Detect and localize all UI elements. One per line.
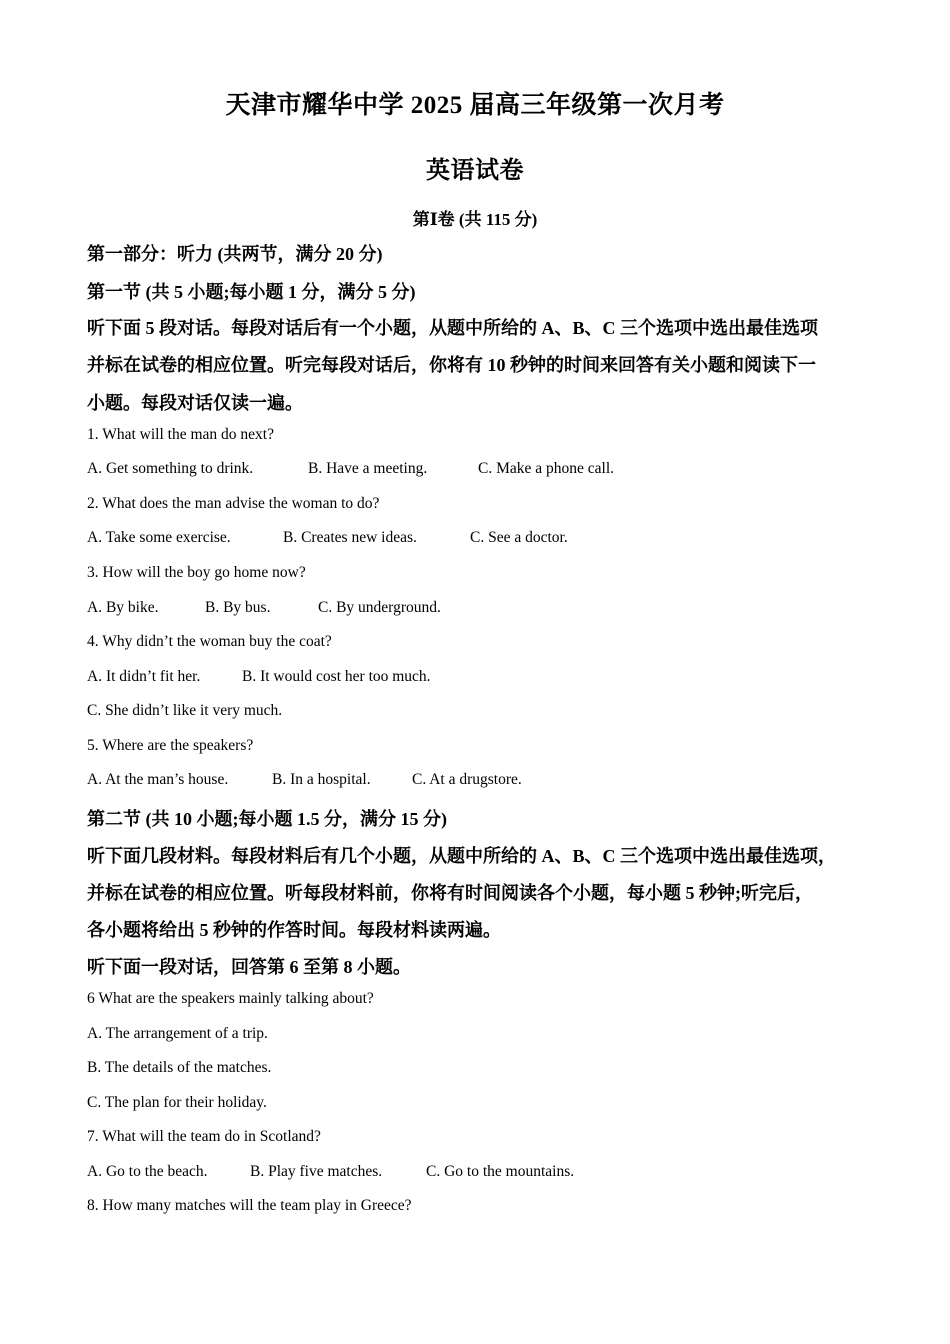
question-7-option-b: B. Play five matches. [250, 1163, 383, 1180]
question-3-option-b: B. By bus. [205, 599, 271, 616]
question-7-options [87, 1163, 574, 1181]
question-1-option-c: C. Make a phone call. [478, 460, 615, 477]
question-2-option-b: B. Creates new ideas. [283, 529, 417, 546]
question-3-option-c: C. By underground. [318, 599, 441, 616]
volume-heading: 第Ⅰ卷 (共 115 分) [412, 210, 538, 229]
question-5-stem: 5. Where are the speakers? [87, 737, 254, 754]
question-5-option-c: C. At a drugstore. [412, 771, 522, 788]
question-6-option-c: C. The plan for their holiday. [87, 1094, 267, 1111]
section2-instructions-line-1: 听下面几段材料。每段材料后有几个小题，从题中所给的 A、B、C 三个选项中选出最佳选项， [87, 846, 836, 866]
question-4-option-b: B. It would cost her too much. [242, 668, 431, 685]
question-1-options [87, 460, 614, 478]
section1-instructions-line-2: 并标在试卷的相应位置。听完每段对话后，你将有 10 秒钟的时间来回答有关小题和阅读下一 [87, 355, 816, 375]
section2-heading: 第二节 (共 10 小题;每小题 1.5 分，满分 15 分) [87, 809, 447, 829]
question-2-option-c: C. See a doctor. [470, 529, 568, 546]
question-4-option-a: A. It didn’t fit her. [87, 668, 201, 685]
question-1-option-b: B. Have a meeting. [308, 460, 428, 477]
section1-instructions-line-1: 听下面 5 段对话。每段对话后有一个小题，从题中所给的 A、B、C 三个选项中选出最佳选项 [87, 318, 818, 338]
question-4-options [87, 668, 431, 686]
question-5-option-b: B. In a hospital. [272, 771, 371, 788]
question-2-stem: 2. What does the man advise the woman to do? [87, 495, 380, 512]
question-4-stem: 4. Why didn’t the woman buy the coat? [87, 633, 332, 650]
question-2-option-a: A. Take some exercise. [87, 529, 231, 546]
section2-instructions-line-3: 各小题将给出 5 秒钟的作答时间。每段材料读两遍。 [87, 920, 501, 940]
question-1-stem: 1. What will the man do next? [87, 426, 274, 443]
part1-heading: 第一部分：听力 (共两节，满分 20 分) [87, 244, 383, 264]
section1-instructions-line-3: 小题。每段对话仅读一遍。 [87, 393, 303, 413]
question-2-options [87, 529, 568, 547]
question-6-stem: 6 What are the speakers mainly talking about? [87, 990, 374, 1007]
question-4-option-c: C. She didn’t like it very much. [87, 702, 283, 719]
section2-instructions-line-2: 并标在试卷的相应位置。听每段材料前，你将有时间阅读各个小题，每小题 5 秒钟;听完后， [87, 883, 813, 903]
group-heading-6-8: 听下面一段对话，回答第 6 至第 8 小题。 [87, 957, 411, 977]
question-3-option-a: A. By bike. [87, 599, 159, 616]
question-7-option-c: C. Go to the mountains. [426, 1163, 575, 1180]
question-1-option-a: A. Get something to drink. [87, 460, 254, 477]
question-3-stem: 3. How will the boy go home now? [87, 564, 306, 581]
question-8-stem: 8. How many matches will the team play in Greece? [87, 1197, 412, 1214]
exam-title: 天津市耀华中学 2025 届高三年级第一次月考 [225, 92, 725, 119]
question-5-options [87, 771, 522, 789]
section1-heading: 第一节 (共 5 小题;每小题 1 分，满分 5 分) [87, 282, 416, 302]
question-6-option-b: B. The details of the matches. [87, 1059, 272, 1076]
question-5-option-a: A. At the man’s house. [87, 771, 229, 788]
question-3-options [87, 599, 441, 617]
question-7-option-a: A. Go to the beach. [87, 1163, 208, 1180]
question-7-stem: 7. What will the team do in Scotland? [87, 1128, 321, 1145]
question-6-option-a: A. The arrangement of a trip. [87, 1025, 268, 1042]
exam-subtitle: 英语试卷 [426, 158, 524, 184]
